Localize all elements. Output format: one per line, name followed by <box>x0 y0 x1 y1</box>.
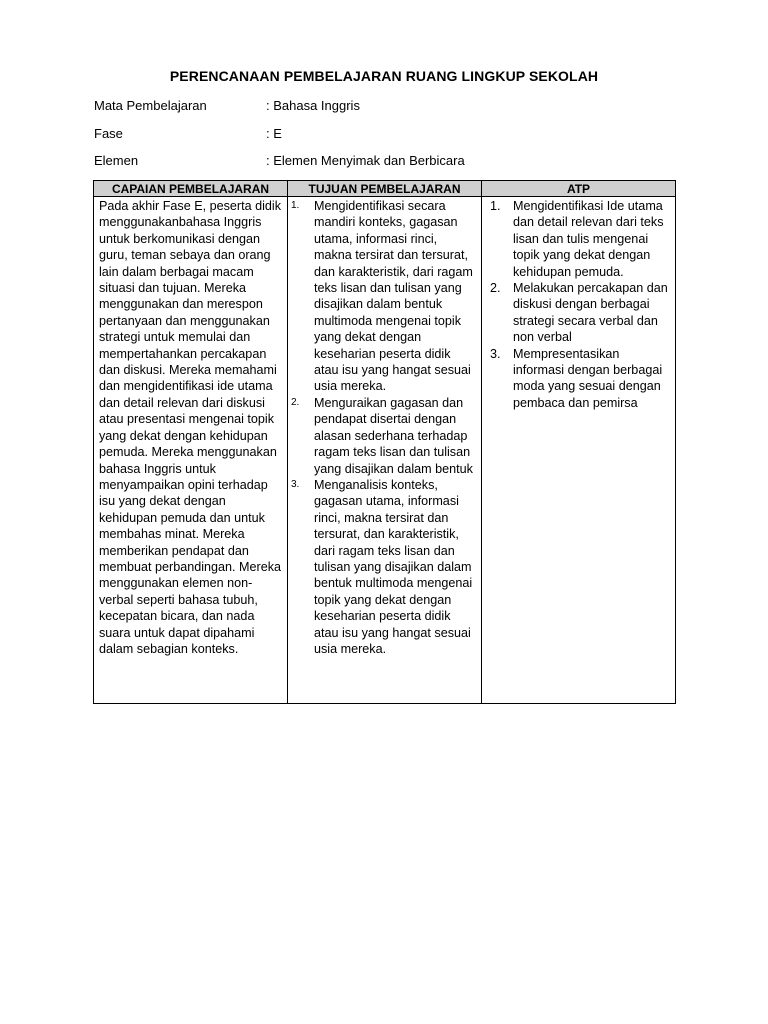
tujuan-cell <box>288 197 482 704</box>
list-text: Menganalisis konteks, gagasan utama, informasi rinci, makna tersirat dan tersurat, dan karakteristik, dari ragam teks lisan dan tulisan yang disajikan dalam bentuk multimoda mengenai topik yang dekat dengan keseharian peserta didik atau isu yang hangat sesuai usia mereka. <box>314 477 473 656</box>
list-item <box>293 198 477 395</box>
list-number: 1. <box>291 200 300 211</box>
list-number: 2. <box>291 396 300 408</box>
capaian-text: Pada akhir Fase E, peserta didik menggunakanbahasa Inggris untuk berkomunikasi dengan guru, teman sebaya dan orang lain dalam berbagai macam situasi dan tujuan. Mereka menggunakan dan merespon pertanyaan dan menggunakan strategi untuk memulai dan mempertahankan percakapan dan diskusi. Mereka memahami dan mengidentifikasi ide utama dan detail relevan dari diskusi atau presentasi mengenai topik yang dekat dengan kehidupan pemuda. Mereka menggunakan bahasa Inggris untuk menyampaikan opini terhadap isu yang dekat dengan kehidupan pemuda dan untuk membahas minat. Mereka memberikan pendapat dan membuat perbandingan. Mereka menggunakan elemen non-verbal seperti bahasa tubuh, kecepatan bicara, dan nada suara untuk dapat dipahami dalam sebagian konteks. <box>99 199 282 656</box>
header-atp: ATP <box>482 181 676 197</box>
meta-value-subject: : Bahasa Inggris <box>266 98 360 113</box>
atp-cell <box>482 197 676 704</box>
list-number: 3. <box>291 478 300 490</box>
capaian-cell <box>94 197 288 704</box>
meta-value-element: : Elemen Menyimak dan Berbicara <box>266 153 465 168</box>
list-number: 1. <box>490 199 501 213</box>
list-item <box>293 477 477 657</box>
list-text: Mengidentifikasi secara mandiri konteks, gagasan utama, informasi rinci, makna tersirat dan tersurat, dan karakteristik, dari ragam teks lisan dan tulisan yang disajikan dalam bentuk multimoda mengenai topik yang dekat dengan keseharian peserta didik atau isu yang hangat sesuai usia mereka. <box>314 199 473 394</box>
meta-label-element: Elemen <box>94 153 139 168</box>
learning-plan-table <box>93 180 676 704</box>
document-title: PERENCANAAN PEMBELAJARAN RUANG LINGKUP SEKOLAH <box>169 68 599 84</box>
list-item <box>293 395 477 477</box>
meta-label-phase: Fase <box>94 126 123 141</box>
header-capaian: CAPAIAN PEMBELAJARAN <box>94 181 288 197</box>
atp-list <box>487 198 671 411</box>
list-number: 3. <box>490 346 501 361</box>
list-item <box>487 346 671 412</box>
list-item <box>487 280 671 346</box>
list-text: Menguraikan gagasan dan pendapat disertai dengan alasan sederhana terhadap ragam teks lisan dan tulisan yang disajikan dalam bentuk <box>314 395 473 476</box>
list-item <box>487 198 671 280</box>
tujuan-list <box>293 198 477 657</box>
list-number: 2. <box>490 281 501 296</box>
list-text: Mengidentifikasi Ide utama dan detail relevan dari teks lisan dan tulis mengenai topik yang dekat dengan kehidupan pemuda. <box>513 199 664 279</box>
meta-value-phase: : E <box>266 126 282 141</box>
meta-label-subject: Mata Pembelajaran <box>94 98 207 113</box>
list-text: Melakukan percakapan dan diskusi dengan berbagai strategi secara verbal dan non verbal <box>513 281 668 345</box>
header-tujuan: TUJUAN PEMBELAJARAN <box>288 181 482 197</box>
list-text: Mempresentasikan informasi dengan berbagai moda yang sesuai dengan pembaca dan pemirsa <box>513 346 663 410</box>
table-header-row <box>94 181 676 197</box>
table-row <box>94 197 676 704</box>
